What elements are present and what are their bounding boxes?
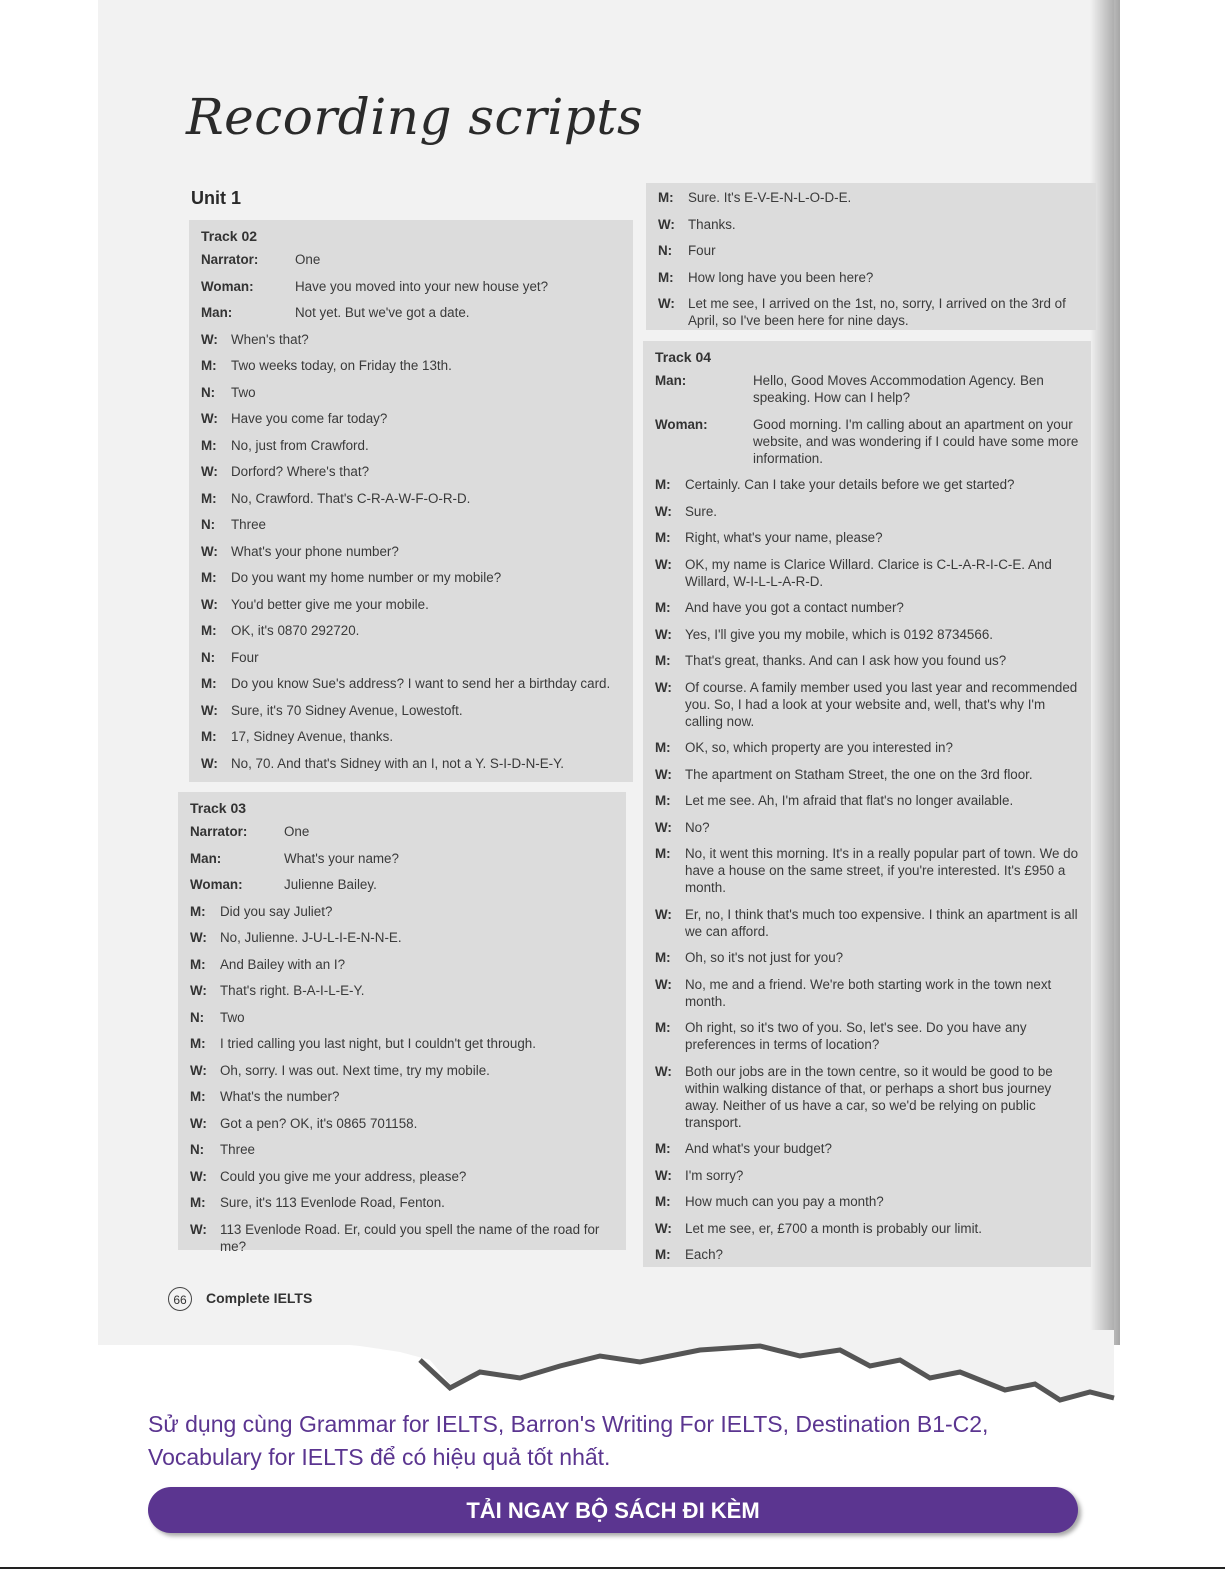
speaker-label: M: (190, 1089, 206, 1104)
spoken-text: I'm sorry? (685, 1167, 744, 1183)
script-line (655, 1167, 1083, 1184)
spoken-text: When's that? (231, 331, 309, 347)
speaker-label: M: (201, 437, 217, 453)
page-title: Recording scripts (186, 88, 644, 146)
speaker-label: W: (655, 626, 672, 642)
spoken-text: 17, Sidney Avenue, thanks. (231, 729, 394, 744)
script-line (201, 622, 625, 639)
spoken-text: Sure, it's 113 Evenlode Road, Fenton. (220, 1195, 445, 1210)
script-line (190, 1194, 618, 1211)
track-02-label: Track 02 (201, 228, 258, 244)
script-line (201, 463, 625, 480)
spoken-text: Let me see, er, £700 a month is probably our limit. (685, 1220, 982, 1236)
spoken-text: I tried calling you last night, but I couldn't get through. (220, 1036, 536, 1051)
speaker-label: M: (655, 1194, 671, 1209)
script-line (201, 251, 625, 268)
track-03-transcript (178, 792, 626, 1254)
spoken-text: One (284, 824, 310, 839)
speaker-label: N: (201, 384, 216, 400)
script-line (190, 1168, 618, 1185)
track-02-transcript (189, 220, 633, 782)
spoken-text: One (295, 252, 321, 267)
script-line (655, 949, 1083, 966)
spoken-text: How much can you pay a month? (685, 1194, 884, 1209)
script-line (201, 516, 625, 533)
speaker-label: M: (190, 1195, 206, 1210)
script-line (190, 903, 618, 920)
script-line (201, 728, 625, 745)
speaker-label: Man: (655, 373, 687, 388)
speaker-label: W: (658, 216, 675, 232)
speaker-label: W: (655, 1220, 672, 1236)
script-line (655, 652, 1083, 669)
track-03-continued-lines (658, 189, 1088, 329)
spoken-text: Hello, Good Moves Accommodation Agency. Ben speaking. How can I help? (753, 373, 1044, 405)
speaker-label: N: (201, 649, 216, 665)
speaker-label: W: (201, 596, 218, 612)
speaker-label: Woman: (190, 877, 243, 892)
script-line (190, 823, 618, 840)
speaker-label: W: (655, 819, 672, 835)
speaker-label: Man: (201, 305, 233, 320)
spoken-text: Two weeks today, on Friday the 13th. (231, 358, 452, 373)
spoken-text: Sure. (685, 503, 718, 519)
spoken-text: You'd better give me your mobile. (231, 596, 429, 612)
bottom-divider (0, 1567, 1225, 1569)
spoken-text: No, Crawford. That's C-R-A-W-F-O-R-D. (231, 490, 471, 506)
spoken-text: 113 Evenlode Road. Er, could you spell the name of the road for me? (220, 1221, 600, 1254)
script-line (658, 295, 1088, 329)
script-line (201, 649, 625, 666)
spoken-text: Do you want my home number or my mobile? (231, 570, 502, 585)
spoken-text: And Bailey with an I? (220, 956, 346, 972)
speaker-label: Man: (190, 850, 222, 866)
spoken-text: Right, what's your name, please? (685, 530, 883, 545)
speaker-label: M: (658, 269, 674, 285)
script-line (201, 569, 625, 586)
script-line (190, 1088, 618, 1105)
script-line (190, 1141, 618, 1158)
speaker-label: Woman: (655, 416, 708, 432)
speaker-label: W: (190, 983, 207, 998)
speaker-label: M: (655, 740, 671, 755)
script-line (655, 1246, 1083, 1263)
spoken-text: Could you give me your address, please? (220, 1168, 467, 1184)
script-line (201, 331, 625, 348)
speaker-label: N: (658, 243, 673, 258)
speaker-label: M: (201, 358, 217, 373)
spoken-text: Good morning. I'm calling about an apartment on your website, and was wondering if I could have some more information. (753, 416, 1079, 466)
script-line (658, 189, 1088, 206)
speaker-label: W: (190, 1168, 207, 1184)
spoken-text: Oh, sorry. I was out. Next time, try my mobile. (220, 1062, 490, 1078)
script-line (201, 702, 625, 719)
speaker-label: W: (658, 296, 675, 311)
speaker-label: M: (190, 903, 206, 919)
track-03-continued-transcript (646, 183, 1096, 330)
spoken-text: No, it went this morning. It's in a really popular part of town. We do have a house on the same street, if you're interested. It's £950 a month. (685, 846, 1079, 895)
spoken-text: The apartment on Statham Street, the one on the 3rd floor. (685, 766, 1033, 782)
unit-heading: Unit 1 (191, 188, 242, 208)
spoken-text: Not yet. But we've got a date. (295, 305, 470, 320)
speaker-label: W: (655, 766, 672, 782)
script-line (655, 792, 1083, 809)
spoken-text: Oh right, so it's two of you. So, let's see. Do you have any preferences in terms of location? (685, 1020, 1027, 1052)
speaker-label: N: (190, 1009, 205, 1025)
script-line (201, 357, 625, 374)
speaker-label: W: (201, 331, 218, 347)
script-line (655, 416, 1083, 467)
speaker-label: Narrator: (190, 824, 248, 839)
speaker-label: W: (190, 930, 207, 945)
spoken-text: Have you come far today? (231, 411, 388, 426)
spoken-text: What's your phone number? (231, 543, 399, 559)
script-line (201, 755, 625, 772)
script-line (655, 529, 1083, 546)
script-line (190, 1062, 618, 1079)
speaker-label: W: (201, 411, 218, 426)
download-books-button[interactable]: TẢI NGAY BỘ SÁCH ĐI KÈM (148, 1487, 1078, 1533)
speaker-label: M: (655, 477, 671, 492)
speaker-label: W: (655, 1167, 672, 1183)
script-line (655, 976, 1083, 1010)
speaker-label: M: (655, 793, 671, 808)
speaker-label: M: (190, 1036, 206, 1051)
script-line (190, 1035, 618, 1052)
spoken-text: Dorford? Where's that? (231, 464, 370, 479)
book-name: Complete IELTS (206, 1290, 313, 1306)
spoken-text: No? (685, 819, 710, 835)
speaker-label: W: (201, 543, 218, 559)
script-line (655, 503, 1083, 520)
spoken-text: No, just from Crawford. (231, 437, 369, 453)
spoken-text: No, Julienne. J-U-L-I-E-N-N-E. (220, 930, 402, 945)
spoken-text: Did you say Juliet? (220, 903, 333, 919)
script-line (655, 476, 1083, 493)
spoken-text: How long have you been here? (688, 269, 874, 285)
speaker-label: M: (658, 190, 674, 205)
spoken-text: Oh, so it's not just for you? (685, 950, 844, 965)
script-line (655, 739, 1083, 756)
script-line (201, 304, 625, 321)
script-line (201, 675, 625, 692)
spoken-text: Four (231, 649, 259, 665)
speaker-label: M: (201, 570, 217, 585)
script-line (655, 1220, 1083, 1237)
promo-text: Sử dụng cùng Grammar for IELTS, Barron's Writing For IELTS, Destination B1-C2, Vocabulary for IELTS để có hiệu quả tốt nhất. (148, 1411, 989, 1470)
script-line (190, 876, 618, 893)
spoken-text: Let me see, I arrived on the 1st, no, sorry, I arrived on the 3rd of April, so I've been here for nine days. (688, 296, 1066, 328)
spoken-text: OK, my name is Clarice Willard. Clarice is C-L-A-R-I-C-E. And Willard, W-I-L-L-A-R-D. (685, 556, 1052, 589)
track-03-label: Track 03 (190, 800, 247, 816)
speaker-label: M: (201, 676, 217, 691)
spoken-text: OK, it's 0870 292720. (231, 623, 360, 638)
script-line (655, 1063, 1083, 1131)
script-line (658, 269, 1088, 286)
script-line (655, 845, 1083, 896)
script-line (190, 956, 618, 973)
track-03-lines (190, 823, 618, 1255)
script-line (201, 410, 625, 427)
script-line (201, 384, 625, 401)
speaker-label: W: (190, 1115, 207, 1131)
speaker-label: W: (655, 503, 672, 519)
script-line (658, 216, 1088, 233)
script-line (655, 599, 1083, 616)
speaker-label: W: (201, 464, 218, 479)
script-line (655, 1193, 1083, 1210)
script-line (655, 1019, 1083, 1053)
spoken-text: And have you got a contact number? (685, 600, 904, 615)
script-line (655, 556, 1083, 590)
script-line (201, 596, 625, 613)
speaker-label: M: (655, 950, 671, 965)
script-line (190, 1115, 618, 1132)
speaker-label: N: (190, 1142, 205, 1157)
speaker-label: M: (655, 530, 671, 545)
spoken-text: OK, so, which property are you interested in? (685, 740, 953, 755)
script-line (201, 490, 625, 507)
spoken-text: That's great, thanks. And can I ask how you found us? (685, 653, 1007, 668)
script-line (190, 1009, 618, 1026)
track-02-lines (201, 251, 625, 772)
spoken-text: Two (231, 384, 256, 400)
spoken-text: Sure. It's E-V-E-N-L-O-D-E. (688, 190, 852, 205)
track-04-label: Track 04 (655, 349, 712, 365)
speaker-label: W: (655, 906, 672, 922)
script-line (190, 850, 618, 867)
speaker-label: W: (190, 1062, 207, 1078)
script-line (190, 982, 618, 999)
speaker-label: Woman: (201, 278, 254, 294)
script-line (655, 372, 1083, 406)
spoken-text: And what's your budget? (685, 1141, 832, 1156)
spoken-text: Got a pen? OK, it's 0865 701158. (220, 1115, 418, 1131)
spoken-text: Yes, I'll give you my mobile, which is 0192 8734566. (685, 626, 993, 642)
page-number-badge: 66 (168, 1287, 192, 1311)
speaker-label: W: (190, 1221, 207, 1237)
speaker-label: M: (655, 1141, 671, 1156)
speaker-label: M: (655, 1247, 671, 1262)
spoken-text: What's the number? (220, 1089, 340, 1104)
speaker-label: Narrator: (201, 252, 259, 267)
spoken-text: Each? (685, 1247, 723, 1262)
spoken-text: No, me and a friend. We're both starting work in the town next month. (685, 976, 1052, 1009)
track-04-transcript (643, 341, 1091, 1267)
script-line (655, 626, 1083, 643)
spoken-text: Two (220, 1009, 245, 1025)
speaker-label: W: (655, 1063, 672, 1079)
spoken-text: What's your name? (284, 850, 399, 866)
torn-paper-edge (0, 1330, 1225, 1410)
spoken-text: Three (231, 517, 266, 532)
speaker-label: W: (655, 976, 672, 992)
spoken-text: Do you know Sue's address? I want to send her a birthday card. (231, 676, 611, 691)
spoken-text: Sure, it's 70 Sidney Avenue, Lowestoft. (231, 702, 463, 718)
spoken-text: Have you moved into your new house yet? (295, 278, 549, 294)
spoken-text: Four (688, 243, 716, 258)
track-04-lines (655, 372, 1083, 1263)
speaker-label: M: (655, 1020, 671, 1035)
spoken-text: Let me see. Ah, I'm afraid that flat's no longer available. (685, 793, 1014, 808)
script-line (655, 819, 1083, 836)
script-line (201, 543, 625, 560)
script-line (655, 906, 1083, 940)
speaker-label: W: (201, 755, 218, 771)
script-line (190, 929, 618, 946)
spoken-text: Er, no, I think that's much too expensive. I think an apartment is all we can afford. (685, 906, 1078, 939)
script-line (201, 278, 625, 295)
speaker-label: M: (655, 846, 671, 861)
speaker-label: M: (201, 623, 217, 638)
speaker-label: W: (201, 702, 218, 718)
spoken-text: Certainly. Can I take your details before we get started? (685, 477, 1015, 492)
speaker-label: M: (190, 956, 206, 972)
speaker-label: M: (655, 653, 671, 668)
script-line (201, 437, 625, 454)
spoken-text: Julienne Bailey. (284, 877, 377, 892)
speaker-label: W: (655, 679, 672, 695)
spoken-text: Both our jobs are in the town centre, so it would be good to be within walking distance of that, or perhaps a short bus journey away. Neither of us have a car, so we'd be relying on public transport. (685, 1063, 1053, 1130)
speaker-label: M: (201, 729, 217, 744)
script-line (655, 766, 1083, 783)
speaker-label: W: (655, 556, 672, 572)
script-line (658, 242, 1088, 259)
speaker-label: M: (655, 600, 671, 615)
spoken-text: No, 70. And that's Sidney with an I, not a Y. S-I-D-N-E-Y. (231, 755, 565, 771)
spoken-text: Of course. A family member used you last year and recommended you. So, I had a look at your website and, well, that's why I'm calling now. (685, 679, 1078, 729)
script-line (655, 1140, 1083, 1157)
speaker-label: N: (201, 517, 216, 532)
spoken-text: That's right. B-A-I-L-E-Y. (220, 983, 365, 998)
spoken-text: Thanks. (688, 216, 736, 232)
speaker-label: M: (201, 490, 217, 506)
spoken-text: Three (220, 1142, 255, 1157)
script-line (655, 679, 1083, 730)
script-line (190, 1221, 618, 1255)
